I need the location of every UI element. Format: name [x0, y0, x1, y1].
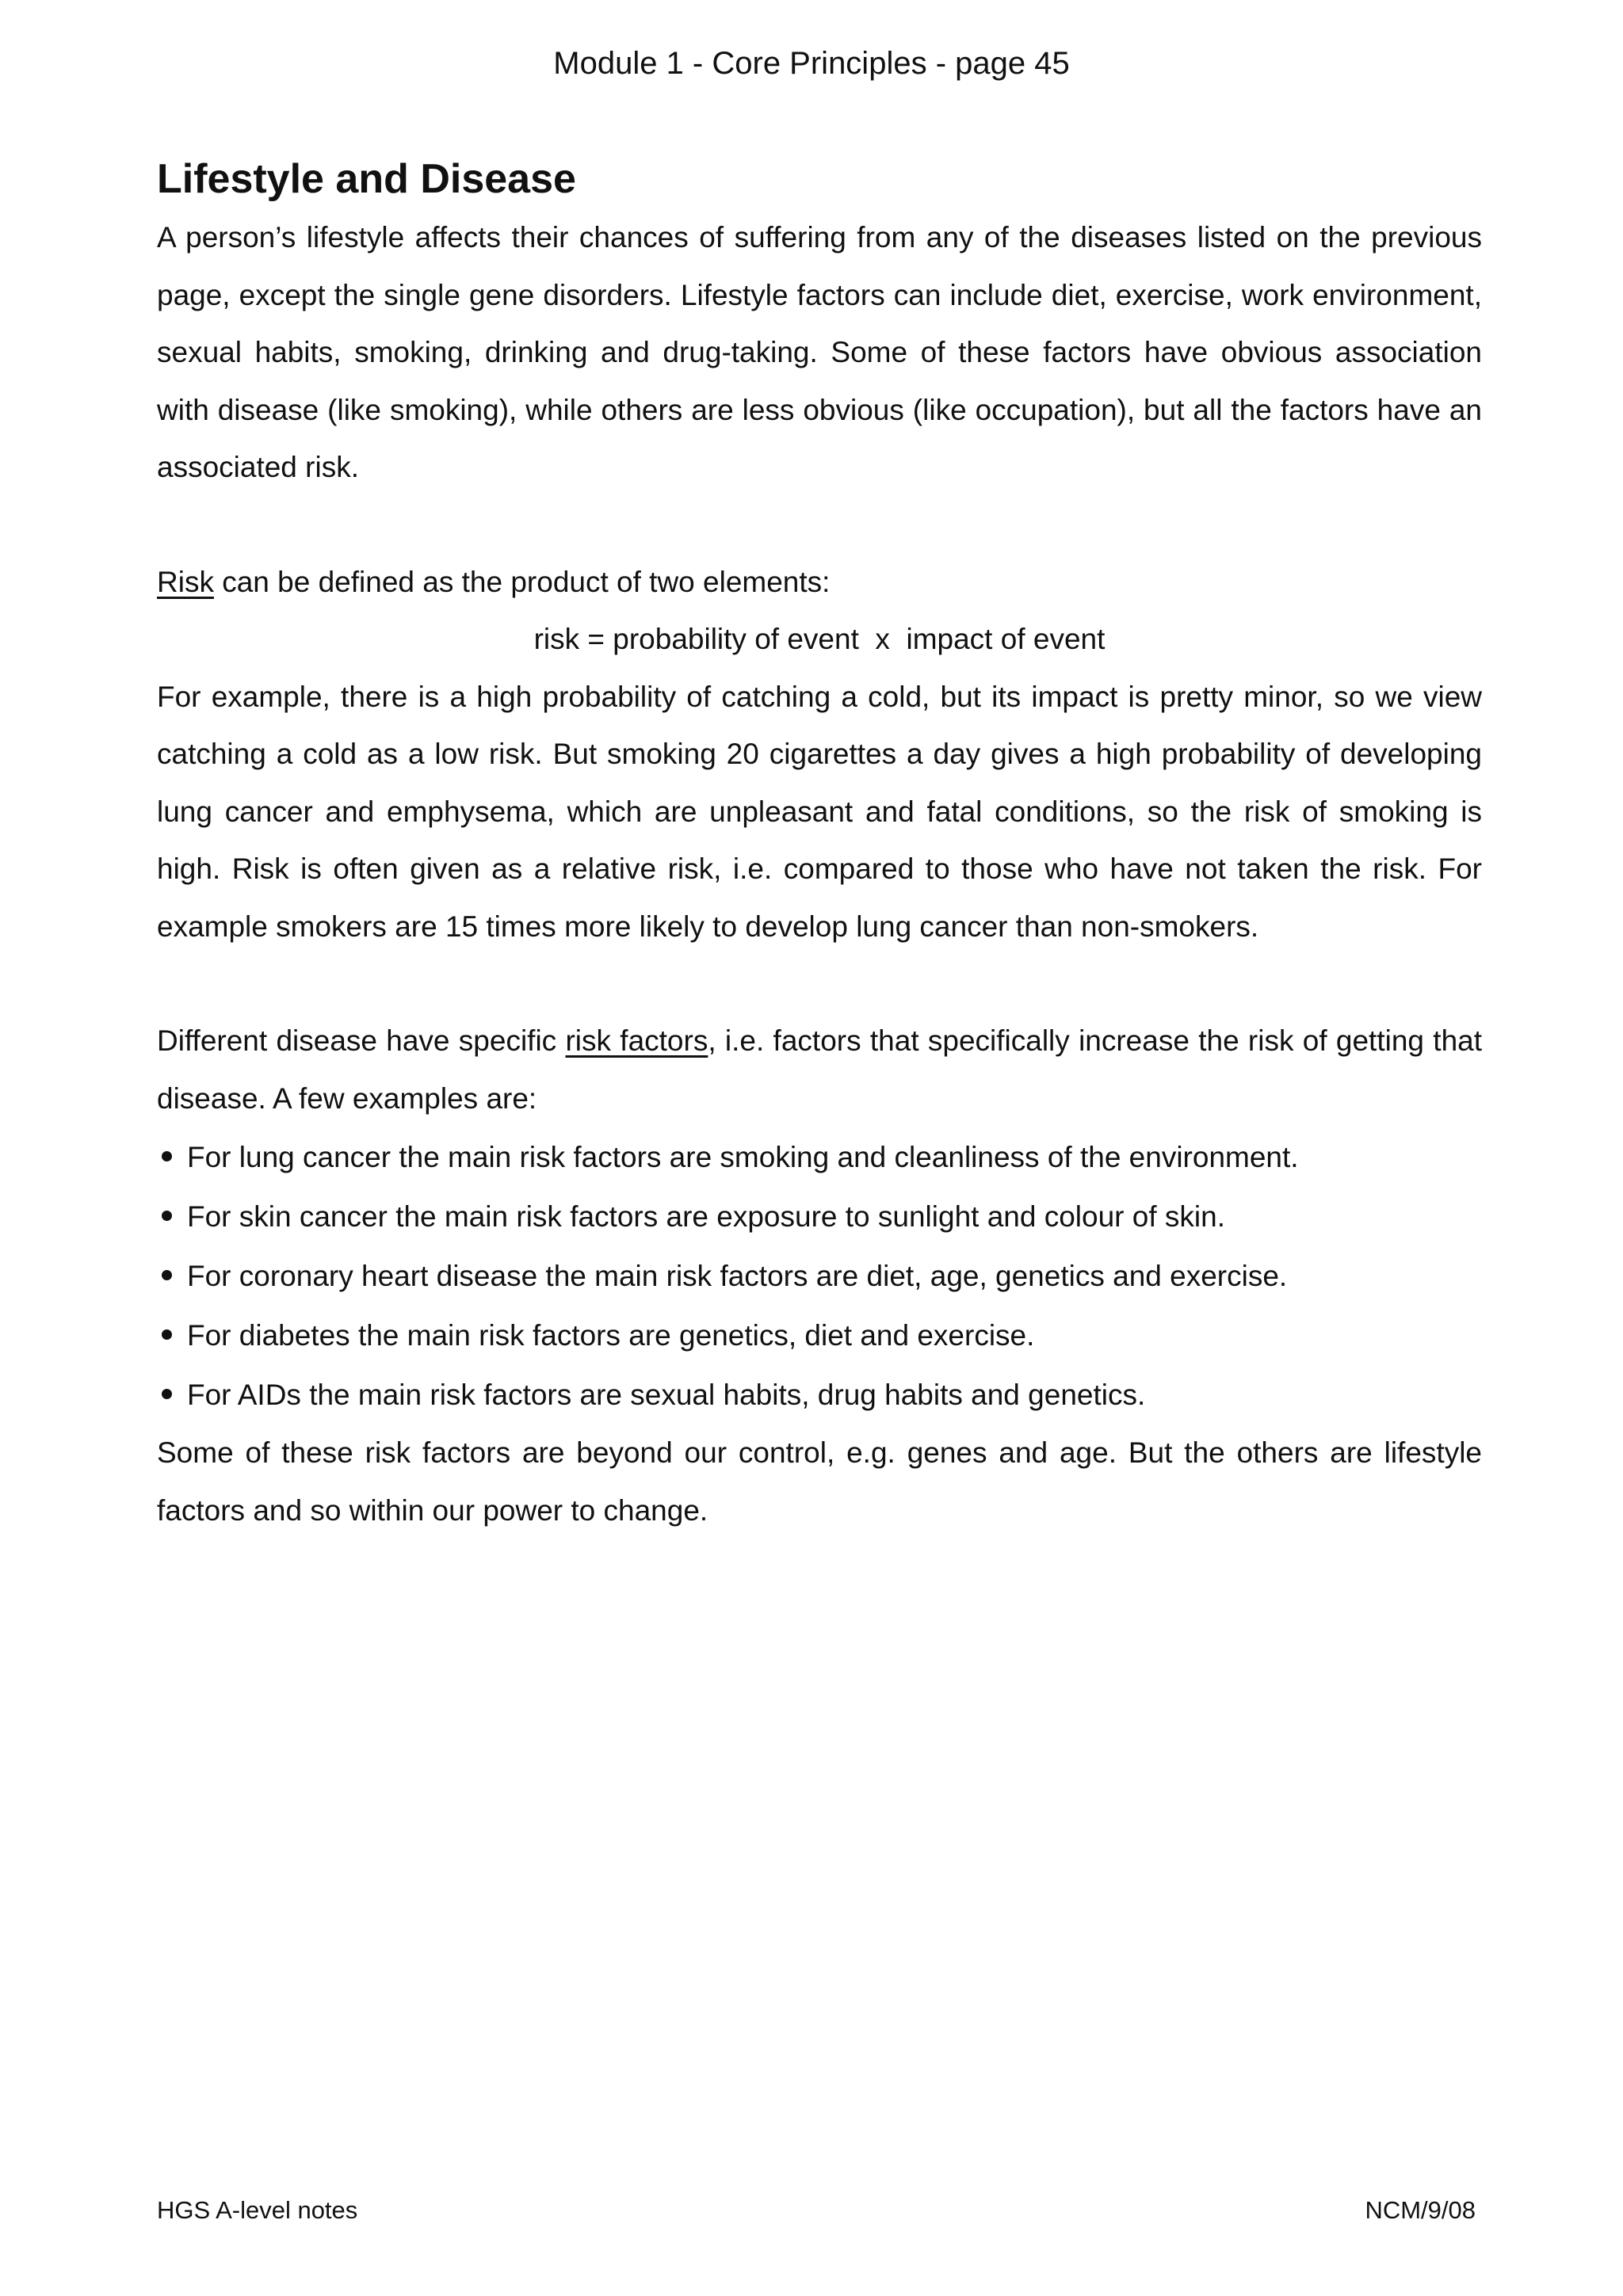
footer-right: NCM/9/08 — [1365, 2196, 1476, 2224]
intro-paragraph: A person’s lifestyle affects their chances of suffering from any of the diseases listed on the previous page, except the single gene disorders. Lifestyle factors can include diet, exercise, work environment, sexual habits, smoking, drinking and drug-taking. Some of these factors have obvious association with disease (like smoking), while others are less obvious (like occupation), but all the factors have an associated risk. — [157, 221, 1482, 483]
page-content — [157, 149, 1482, 1539]
bullet-icon — [162, 1329, 172, 1340]
list-item-text: For skin cancer the main risk factors are exposure to sunlight and colour of skin. — [187, 1200, 1225, 1233]
bullet-icon — [162, 1270, 172, 1280]
risk-definition-text: can be defined as the product of two elements: — [213, 565, 831, 598]
list-item — [157, 1365, 1482, 1425]
risk-factors-text-before: Different disease have specific — [157, 1024, 566, 1057]
risk-factors-paragraph — [157, 1013, 1482, 1127]
risk-factors-list — [157, 1127, 1482, 1425]
list-item-text: For lung cancer the main risk factors are smoking and cleanliness of the environment. — [187, 1141, 1299, 1173]
list-item — [157, 1306, 1482, 1365]
bullet-icon — [162, 1389, 172, 1399]
page-header: Module 1 - Core Principles - page 45 — [553, 46, 1070, 81]
section-title: Lifestyle and Disease — [157, 156, 576, 202]
list-item-text: For AIDs the main risk factors are sexual habits, drug habits and genetics. — [187, 1379, 1146, 1411]
list-item — [157, 1187, 1482, 1246]
paragraph-gap — [157, 955, 1482, 1013]
list-item — [157, 1246, 1482, 1306]
paragraph-gap — [157, 497, 1482, 554]
closing-paragraph: Some of these risk factors are beyond our control, e.g. genes and age. But the others are lifestyle factors and so within our power to change. — [157, 1436, 1482, 1527]
bullet-icon — [162, 1151, 172, 1161]
risk-formula: risk = probability of event x impact of event — [533, 623, 1106, 655]
list-item-text: For coronary heart disease the main risk factors are diet, age, genetics and exercise. — [187, 1260, 1288, 1292]
risk-factors-term: risk factors — [565, 1024, 708, 1057]
bullet-icon — [162, 1211, 172, 1221]
example-paragraph: For example, there is a high probability of catching a cold, but its impact is pretty minor, so we view catching a cold as a low risk. But smoking 20 cigarettes a day gives a high probability of developing lung cancer and emphysema, which are unpleasant and fatal conditions, so the risk of smoking is high. Risk is often given as a relative risk, i.e. compared to those who have not taken the risk. For example smokers are 15 times more likely to develop lung cancer than non-smokers. — [157, 680, 1482, 943]
footer-left: HGS A-level notes — [157, 2196, 358, 2224]
list-item — [157, 1127, 1482, 1187]
list-item-text: For diabetes the main risk factors are genetics, diet and exercise. — [187, 1319, 1035, 1352]
risk-definition — [157, 554, 1482, 612]
risk-term: Risk — [157, 565, 214, 598]
risk-factors-text-after: , i.e. factors that specifically increase the risk of getting that disease. A few examples are: — [157, 1024, 1482, 1115]
